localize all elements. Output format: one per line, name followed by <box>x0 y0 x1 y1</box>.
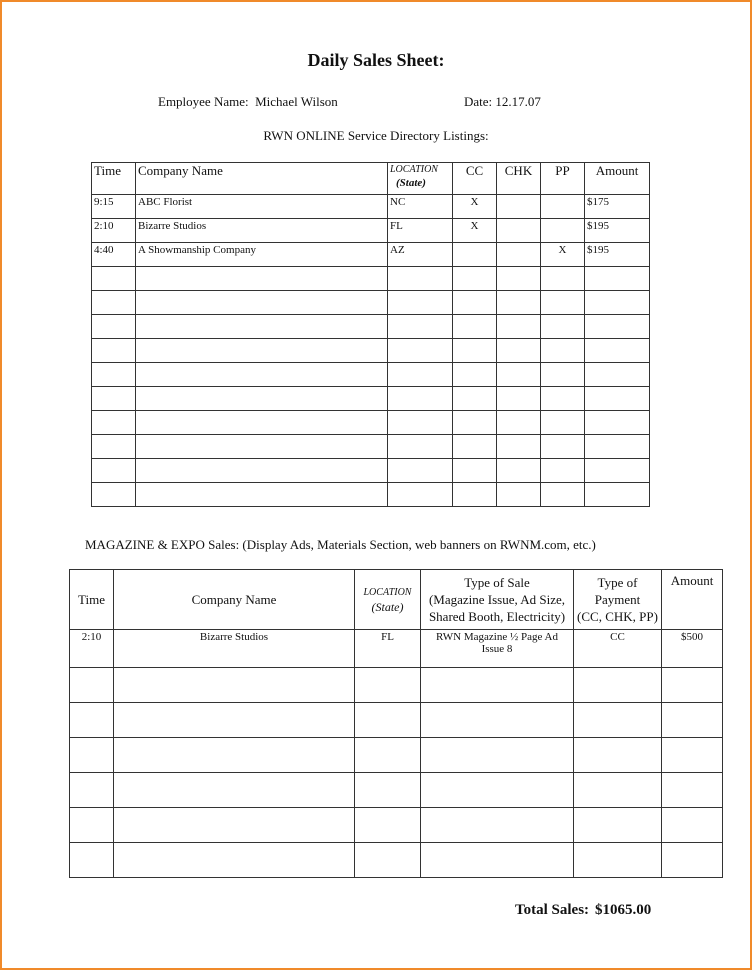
total-sales-label: Total Sales: <box>515 902 590 918</box>
table-row <box>92 195 650 219</box>
header-time: Time <box>92 163 136 195</box>
cell-amount: $175 <box>585 195 650 219</box>
cell-company: A Showmanship Company <box>136 243 388 267</box>
table-row <box>92 219 650 243</box>
sheet-date: Date: 12.17.07 <box>464 94 541 109</box>
table-header-row <box>92 163 650 195</box>
directory-listings-table <box>91 162 650 507</box>
empty-row <box>92 387 650 411</box>
cell-pp <box>541 219 585 243</box>
cell-location: FL <box>355 630 421 668</box>
empty-row <box>70 843 723 878</box>
empty-row <box>92 291 650 315</box>
table-header-row <box>70 570 723 630</box>
empty-row <box>92 315 650 339</box>
cell-cc: X <box>453 219 497 243</box>
section1-title: RWN ONLINE Service Directory Listings: <box>263 128 489 143</box>
employee-name: Employee Name: Michael Wilson <box>158 94 338 109</box>
cell-company: Bizarre Studios <box>114 630 355 668</box>
type-of-payment-line3: (CC, CHK, PP) <box>577 609 658 624</box>
header-location-label: LOCATION <box>363 586 412 598</box>
cell-location: NC <box>388 195 453 219</box>
cell-company: Bizarre Studios <box>136 219 388 243</box>
header-amount: Amount <box>662 570 723 630</box>
header-company: Company Name <box>114 570 355 630</box>
header-chk: CHK <box>497 163 541 195</box>
header-cc: CC <box>453 163 497 195</box>
header-location <box>355 570 421 630</box>
header-location <box>388 163 453 195</box>
table-row <box>70 630 723 668</box>
empty-row <box>70 738 723 773</box>
table-row <box>92 243 650 267</box>
cell-chk <box>497 195 541 219</box>
cell-cc: X <box>453 195 497 219</box>
empty-row <box>92 483 650 507</box>
empty-row <box>92 267 650 291</box>
type-of-sale-value-line1: RWN Magazine ½ Page Ad <box>436 631 558 643</box>
type-of-sale-line1: Type of Sale <box>464 575 530 590</box>
empty-row <box>92 459 650 483</box>
cell-location: FL <box>388 219 453 243</box>
header-location-label: LOCATION <box>390 164 438 175</box>
empty-row <box>92 339 650 363</box>
header-time: Time <box>70 570 114 630</box>
cell-time: 9:15 <box>92 195 136 219</box>
page-title: Daily Sales Sheet: <box>307 50 445 70</box>
header-company: Company Name <box>136 163 388 195</box>
header-amount: Amount <box>585 163 650 195</box>
cell-chk <box>497 219 541 243</box>
type-of-sale-line3: Shared Booth, Electricity) <box>428 609 566 624</box>
section2-title: MAGAZINE & EXPO Sales: (Display Ads, Materials Section, web banners on RWNM.com, etc.) <box>85 537 596 552</box>
header-state-label: (State) <box>371 599 404 614</box>
empty-row <box>70 808 723 843</box>
cell-pp <box>541 195 585 219</box>
empty-row <box>92 435 650 459</box>
total-sales <box>515 902 651 919</box>
magazine-expo-sales-table <box>69 569 723 878</box>
type-of-sale-line2: (Magazine Issue, Ad Size, <box>428 592 566 607</box>
cell-pp: X <box>541 243 585 267</box>
empty-row <box>92 411 650 435</box>
cell-location: AZ <box>388 243 453 267</box>
cell-time: 2:10 <box>92 219 136 243</box>
cell-type-of-sale <box>421 630 574 668</box>
cell-payment: CC <box>574 630 662 668</box>
empty-row <box>92 363 650 387</box>
cell-amount: $195 <box>585 243 650 267</box>
cell-company: ABC Florist <box>136 195 388 219</box>
type-of-payment-line2: Payment <box>594 592 641 607</box>
cell-cc <box>453 243 497 267</box>
empty-row <box>70 668 723 703</box>
cell-time: 4:40 <box>92 243 136 267</box>
cell-time: 2:10 <box>70 630 114 668</box>
header-type-of-payment <box>574 570 662 630</box>
cell-amount: $195 <box>585 219 650 243</box>
empty-row <box>70 703 723 738</box>
total-sales-value: $1065.00 <box>595 902 652 918</box>
cell-chk <box>497 243 541 267</box>
header-pp: PP <box>541 163 585 195</box>
type-of-sale-value-line2: Issue 8 <box>481 643 513 655</box>
type-of-payment-line1: Type of <box>597 575 638 590</box>
header-state-label: (State) <box>396 177 426 189</box>
header-type-of-sale <box>421 570 574 630</box>
cell-amount: $500 <box>662 630 723 668</box>
empty-row <box>70 773 723 808</box>
